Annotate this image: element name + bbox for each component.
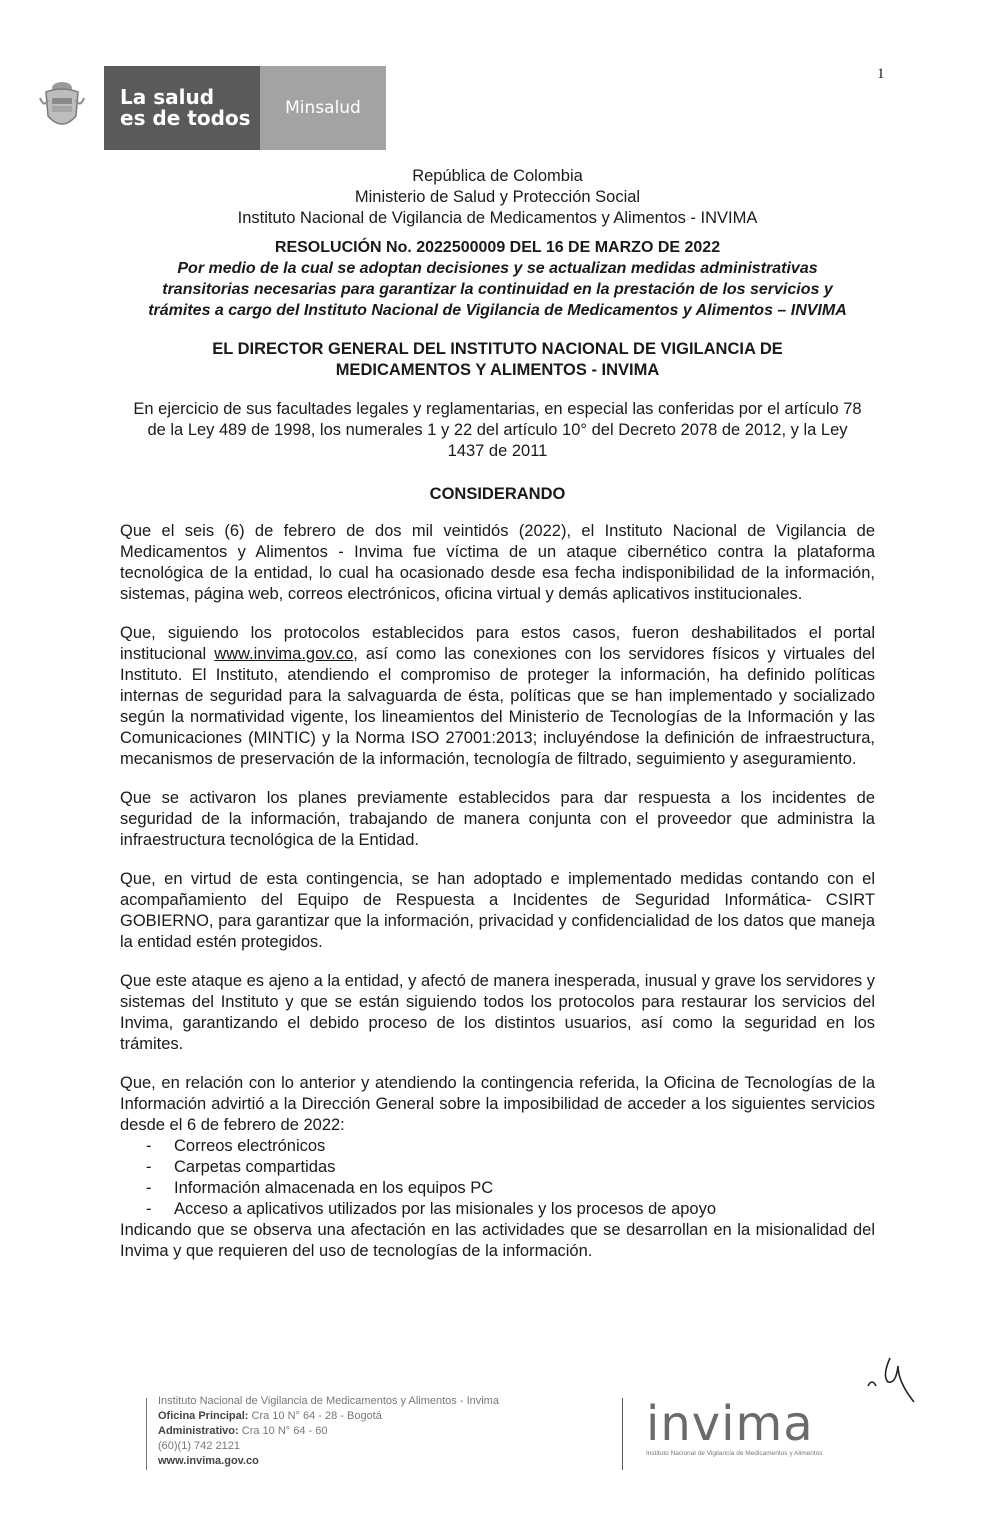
- footer-main-office: [158, 1409, 499, 1424]
- paragraph-7: Indicando que se observa una afectación en las actividades que se desarrollan en la misionalidad del Invima y que requieren del uso de tecnologías de la información.: [120, 1221, 875, 1260]
- colombia-coat-of-arms-icon: [36, 78, 88, 134]
- paragraph-2-start: Que, siguiendo los protocolos establecidos para estos casos, fueron deshabilitados el portal institucional: [120, 624, 875, 663]
- footer-main-office-label: Oficina Principal:: [158, 1410, 249, 1422]
- service-label: Carpetas compartidas: [174, 1158, 336, 1176]
- invima-logo: [646, 1396, 826, 1457]
- service-label: Correos electrónicos: [174, 1137, 326, 1155]
- list-dash: -: [146, 1179, 152, 1197]
- paragraph-2: [120, 623, 875, 770]
- service-label: Información almacenada en los equipos PC: [174, 1179, 494, 1197]
- footer-admin-address: Cra 10 N° 64 - 60: [238, 1425, 328, 1437]
- minsalud-banner: [104, 66, 386, 150]
- affected-services-list: [120, 1136, 875, 1220]
- footer-phone: (60)(1) 742 2121: [158, 1440, 240, 1452]
- footer-contact: [158, 1394, 499, 1469]
- list-item: [146, 1157, 875, 1178]
- list-item: [146, 1136, 875, 1157]
- banner-slogan-line2: es de todos: [120, 106, 251, 130]
- handwritten-initials-signature: [862, 1352, 922, 1408]
- paragraph-2-end: , así como las conexiones con los servidores físicos y virtuales del Instituto. El Instituto, atendiendo el compromiso de proteger la información, ha definido políticas internas de seguridad para la salvaguarda de ésta, políticas que se han implementado y socializado según la normatividad vigente, los lineamientos del Ministerio de Tecnologías de la Información y las Comunicaciones (MINTIC) y la Norma ISO 27001:2013; incluyéndose la definición de infraestructura, mecanismos de preservación de la información, tecnología de filtrado, seguimiento y aseguramiento.: [120, 645, 875, 768]
- minsalud-logo: Minsalud: [260, 66, 386, 150]
- list-dash: -: [146, 1137, 152, 1155]
- director-heading: EL DIRECTOR GENERAL DEL INSTITUTO NACIONAL DE VIGILANCIA DE MEDICAMENTOS Y ALIMENTOS - INVIMA: [212, 340, 783, 379]
- footer-website-link[interactable]: www.invima.gov.co: [158, 1455, 259, 1467]
- footer-main-office-address: Cra 10 N° 64 - 28 - Bogotá: [248, 1410, 382, 1422]
- header-ministry: Ministerio de Salud y Protección Social: [354, 188, 641, 206]
- paragraph-1: Que el seis (6) de febrero de dos mil veintidós (2022), el Instituto Nacional de Vigilancia de Medicamentos y Alimentos - Invima fue víctima de un ataque cibernético contra la plataforma tecnológica de la entidad, lo cual ha ocasionado desde esa fecha indisponibilidad de la información, sistemas, página web, correos electrónicos, oficina virtual y demás aplicativos institucionales.: [120, 522, 875, 603]
- list-item: [146, 1199, 875, 1220]
- paragraph-5: Que este ataque es ajeno a la entidad, y afectó de manera inesperada, inusual y grave los servidores y sistemas del Instituto y que se están siguiendo todos los protocolos para restaurar los servicios del Invima, garantizando el debido proceso de los distintos usuarios, así como la seguridad en los trámites.: [120, 972, 875, 1053]
- document-body: [120, 166, 875, 1262]
- header-institute: Instituto Nacional de Vigilancia de Medicamentos y Alimentos - INVIMA: [237, 209, 758, 227]
- footer-separator: [622, 1398, 623, 1470]
- invima-website-link[interactable]: www.invima.gov.co: [214, 645, 354, 663]
- list-dash: -: [146, 1158, 152, 1176]
- resolution-title: RESOLUCIÓN No. 2022500009 DEL 16 DE MARZO DE 2022: [274, 239, 721, 256]
- service-label: Acceso a aplicativos utilizados por las misionales y los procesos de apoyo: [174, 1200, 717, 1218]
- paragraph-6: Que, en relación con lo anterior y atendiendo la contingencia referida, la Oficina de Tecnologías de la Información advirtió a la Dirección General sobre la imposibilidad de acceder a los siguientes servicios desde el 6 de febrero de 2022:: [120, 1074, 875, 1134]
- header-country: República de Colombia: [412, 167, 583, 185]
- footer-admin-label: Administrativo:: [158, 1425, 239, 1437]
- page-number: 1: [877, 66, 885, 82]
- resolution-subtitle: Por medio de la cual se adoptan decisiones y se actualizan medidas administrativas transitorias necesarias para garantizar la continuidad en la prestación de los servicios y trámites a cargo del Instituto Nacional de Vigilancia de Medicamentos y Alimentos – INVIMA: [148, 260, 847, 319]
- paragraph-4: Que, en virtud de esta contingencia, se han adoptado e implementado medidas contando con el acompañamiento del Equipo de Respuesta a Incidentes de Seguridad Informática- CSIRT GOBIERNO, para garantizar que la información, privacidad y confidencialidad de los datos que maneja la entidad estén protegidos.: [120, 870, 875, 951]
- invima-logo-wordmark: invima: [646, 1396, 814, 1452]
- list-dash: -: [146, 1200, 152, 1218]
- list-item: [146, 1178, 875, 1199]
- banner-slogan-line1: La salud: [120, 85, 215, 109]
- faculties-statement: En ejercicio de sus facultades legales y reglamentarias, en especial las conferidas por el artículo 78 de la Ley 489 de 1998, los numerales 1 y 22 del artículo 10° del Decreto 2078 de 2012, y la Ley 1437 de 2011: [133, 400, 862, 460]
- footer-admin-office: [158, 1424, 499, 1439]
- paragraph-3: Que se activaron los planes previamente establecidos para dar respuesta a los incidentes de seguridad de la información, trabajando de manera conjunta con el proveedor que administra la infraestructura tecnológica de la Entidad.: [120, 789, 875, 849]
- page-footer: [146, 1392, 846, 1472]
- invima-logo-tagline: Instituto Nacional de Vigilancia de Medicamentos y Alimentos: [646, 1450, 823, 1457]
- banner-slogan: [104, 66, 260, 150]
- footer-divider: [146, 1398, 147, 1470]
- footer-institute: Instituto Nacional de Vigilancia de Medicamentos y Alimentos - Invima: [158, 1395, 499, 1407]
- considerando-heading: CONSIDERANDO: [429, 485, 566, 503]
